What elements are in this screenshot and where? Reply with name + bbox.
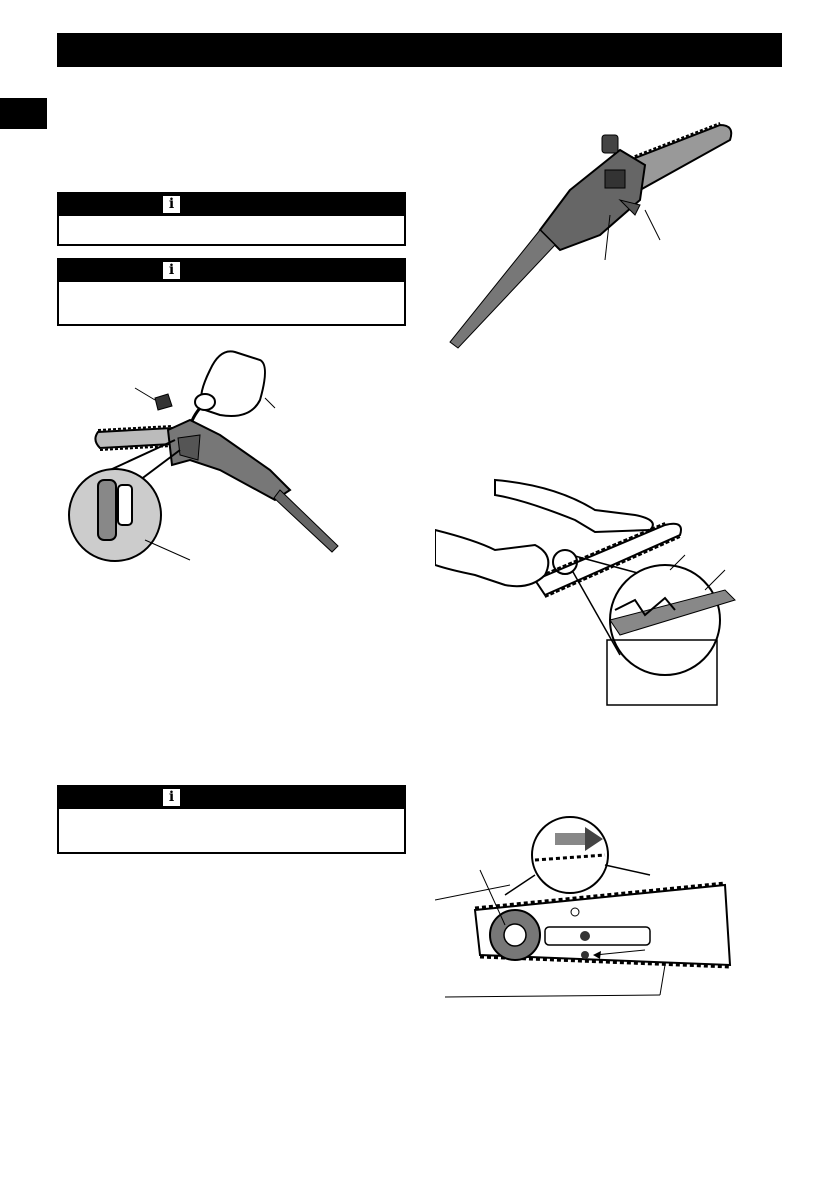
info-icon: i [163, 789, 180, 806]
language-tab-label [0, 106, 8, 120]
oil-bottle-icon [188, 351, 265, 435]
page-title [59, 42, 69, 58]
chain-direction-illustration [435, 815, 735, 1005]
info-icon: i [163, 262, 180, 279]
oil-filling-illustration [60, 340, 400, 580]
pole-icon [274, 490, 338, 552]
magnifier-detail-icon [505, 817, 650, 895]
notice-box-3 [57, 785, 406, 854]
glove-icon [435, 530, 548, 586]
notice-header [59, 260, 404, 282]
info-icon: i [163, 196, 180, 213]
saw-head-overview-illustration [430, 120, 740, 350]
magnifier-detail-icon [69, 440, 180, 561]
pole-icon [450, 230, 555, 348]
notice-box-1 [57, 192, 406, 246]
page-header-bar [57, 33, 782, 67]
oil-cap-icon [155, 394, 172, 410]
language-tab [0, 98, 47, 129]
saw-head-icon [168, 420, 290, 500]
notice-text [59, 809, 404, 817]
glove-icon [495, 480, 653, 532]
notice-header [59, 787, 404, 809]
guide-bar-icon [630, 123, 731, 190]
notice-text [59, 282, 404, 290]
saw-head-icon [540, 135, 645, 250]
notice-header [59, 194, 404, 216]
notice-box-2 [57, 258, 406, 326]
sprocket-icon [490, 910, 540, 960]
notice-text [59, 216, 404, 224]
gloved-hands-chain-illustration [435, 470, 745, 710]
